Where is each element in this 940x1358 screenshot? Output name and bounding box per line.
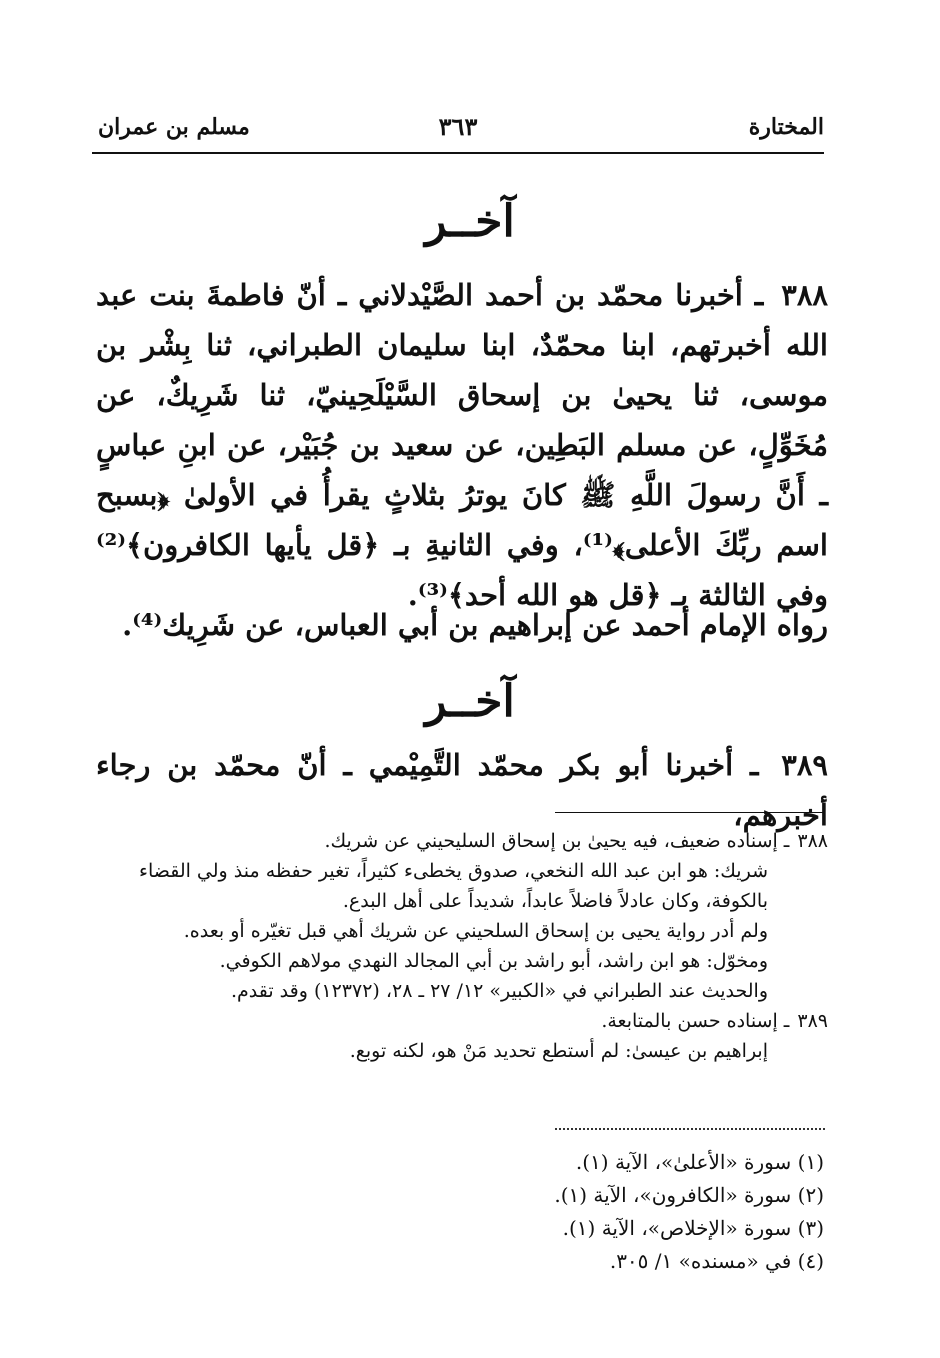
footnote-text: شريك: هو ابن عبد الله النخعي، صدوق يخطىء كثيراً، تغير حفظه منذ ولي القضاء bbox=[139, 860, 768, 882]
footnote-line bbox=[96, 916, 828, 946]
footnote-line bbox=[96, 1006, 828, 1036]
footnote-separator bbox=[555, 812, 825, 813]
page-number: ٣٦٣ bbox=[438, 112, 478, 141]
quran-references bbox=[96, 1146, 828, 1278]
running-header bbox=[92, 110, 824, 154]
references-separator bbox=[555, 1128, 825, 1130]
hadith-text: ـ أخبرنا محمّد بن أحمد الصَّيْدلاني ـ أنّ فاطمةَ بنت عبد الله أخبرتهم، ابنا محمّدٌ، ابنا سليمان الطبراني، ثنا بِشْر بن موسى، ثنا يحيىٰ بن إسحاق السَّيْلَحِينيّ، ثنا شَرِيكٌ، عن مُخَوِّلٍ، عن مسلم البَطِين، عن سعيد بن جُبَيْر، عن ابنِ عباسٍ ـ أَنَّ رسولَ اللَّهِ ﷺ كانَ يوترُ بثلاثٍ يقرأُ في الأولىٰ ﴿بسبح اسم ربِّكَ الأعلى﴾⁽¹⁾، وفي الثانيةِ بـ ﴿قل يأيها الكافرون﴾⁽²⁾ وفي الثالثة بـ ﴿قل هو الله أحد﴾⁽³⁾. bbox=[96, 278, 828, 612]
section-title: مسلم بن عمران bbox=[98, 114, 250, 140]
footnote-number: ٣٨٨ bbox=[797, 830, 828, 852]
footnote-text: والحديث عند الطبراني في «الكبير» ١٢/ ٢٧ ـ ٢٨، (١٢٣٧٢) وقد تقدم. bbox=[230, 980, 768, 1002]
hadith-number: ٣٨٨ bbox=[781, 278, 828, 312]
hadith-number: ٣٨٩ bbox=[781, 748, 828, 782]
book-title: المختارة bbox=[748, 114, 824, 140]
reference-line: (٢) سورة «الكافرون»، الآية (١). bbox=[554, 1183, 824, 1207]
reference-line: (٣) سورة «الإخلاص»، الآية (١). bbox=[562, 1216, 824, 1240]
hadith-389 bbox=[96, 740, 828, 840]
section-heading-1: آخــر bbox=[425, 196, 515, 247]
hadith-388 bbox=[96, 270, 828, 620]
footnote-text: ومخوّل: هو ابن راشد، أبو راشد بن أبي المجالد النهدي مولاهم الكوفي. bbox=[219, 950, 768, 972]
footnote-number: ٣٨٩ bbox=[797, 1010, 828, 1032]
footnote-line bbox=[96, 1036, 828, 1066]
footnote-line bbox=[96, 856, 828, 886]
reference-line: (٤) في «مسنده» ١/ ٣٠٥. bbox=[609, 1249, 824, 1273]
footnote-line bbox=[96, 946, 828, 976]
footnote-text: بالكوفة، وكان عادلاً فاضلاً عابداً، شديداً على أهل البدع. bbox=[342, 890, 768, 912]
reference-line: (١) سورة «الأعلىٰ»، الآية (١). bbox=[575, 1150, 824, 1174]
riwayah-note: رواه الإمام أحمد عن إبراهيم بن أبي العباس، عن شَرِيك⁽⁴⁾. bbox=[122, 608, 828, 642]
commentary-notes bbox=[96, 826, 828, 1066]
footnote-line bbox=[96, 976, 828, 1006]
hadith-text: ـ أخبرنا أبو بكر محمّد التَّمِيْمي ـ أنّ محمّد بن رجاء أخبرهم، bbox=[96, 748, 828, 832]
footnote-text: ـ إسناده حسن بالمتابعة. bbox=[601, 1010, 790, 1032]
section-heading-2: آخــر bbox=[425, 676, 515, 727]
footnote-line bbox=[96, 886, 828, 916]
footnote-text: ـ إسناده ضعيف، فيه يحيىٰ بن إسحاق السليحيني عن شريك. bbox=[324, 830, 790, 852]
footnote-text: إبراهيم بن عيسىٰ: لم أستطع تحديد مَنْ هو، لكنه توبع. bbox=[349, 1040, 768, 1062]
footnote-text: ولم أدر رواية يحيى بن إسحاق السلحيني عن شريك أهي قبل تغيّره أو بعده. bbox=[183, 920, 768, 942]
header-rule bbox=[92, 152, 824, 154]
footnote-line bbox=[96, 826, 828, 856]
